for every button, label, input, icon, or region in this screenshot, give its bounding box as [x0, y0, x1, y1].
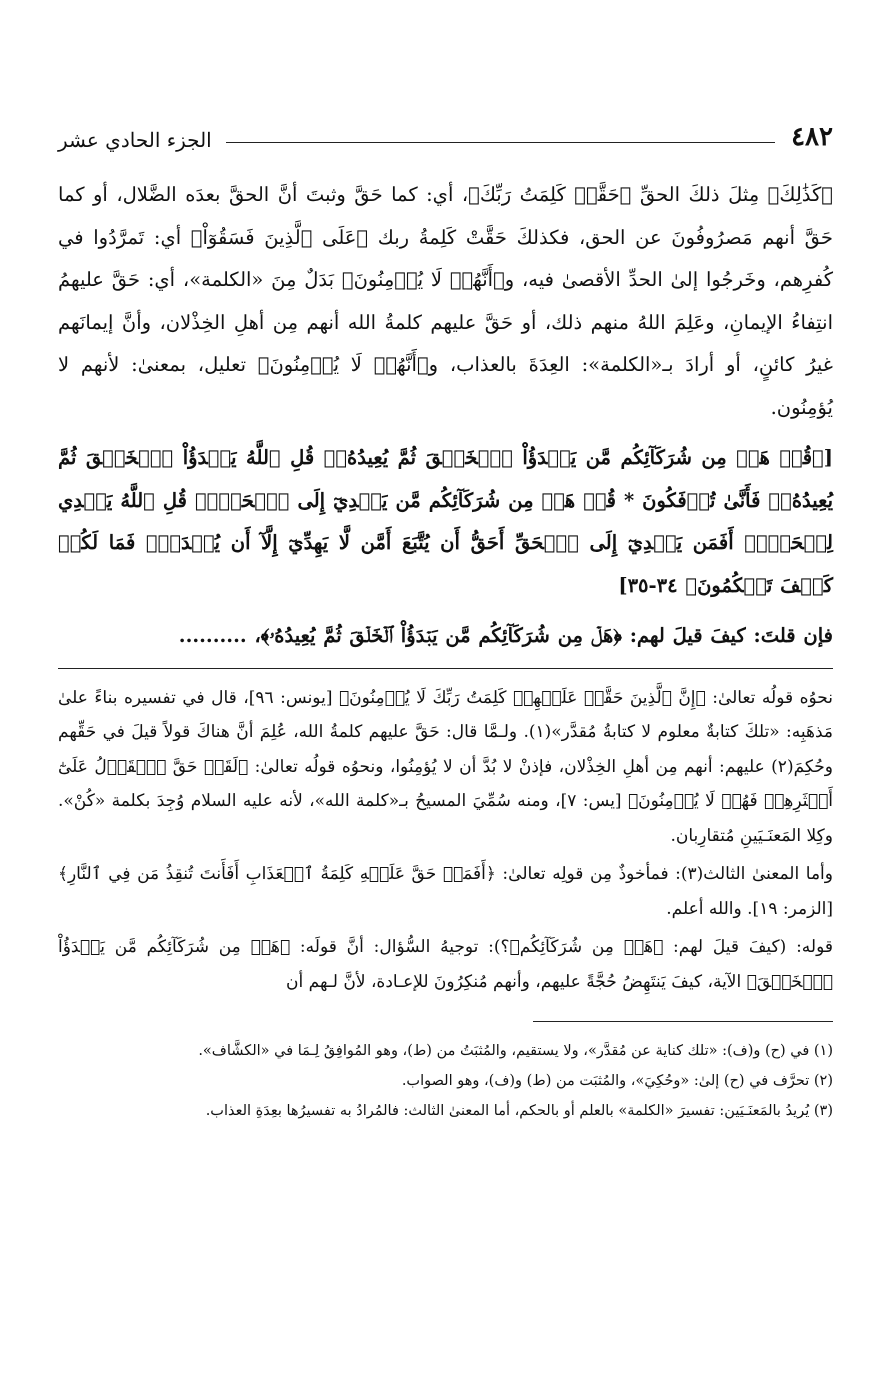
page-number: ٤٨٢	[791, 122, 833, 152]
main-text	[58, 174, 833, 658]
page-header	[58, 112, 833, 152]
commentary-divider	[58, 668, 833, 669]
volume-title: الجزء الحادي عشر	[58, 128, 212, 152]
commentary-paragraph: نحوُه قولُه تعالىٰ: ﴿إِنَّ ٱلَّذِينَ حَقَّتۡ عَلَيۡهِمۡ كَلِمَتُ رَبِّكَ لَا يُؤۡمِنُونَ﴾ [يونس: ٩٦]، قال في تفسيره بناءً علىٰ مَذهَبِه: «تلكَ كتابةٌ معلوم لا كتابةُ مُقدَّر»(١). ولـمَّا قال: حَقَّ عليهم كلمةُ الله، عُلِمَ أنَّ هناكَ قولاً قيلَ في حَقِّهم وحُكِمَ(٢) عليهم: أنهم مِن أهلِ الخِذْلان، فإذنْ لا بُدَّ أن لا يُؤمِنُوا، ونحوُه قولُه تعالىٰ: ﴿لَقَدۡ حَقَّ ٱلۡقَوۡلُ عَلَىٰٓ أَكۡثَرِهِمۡ فَهُمۡ لَا يُؤۡمِنُونَ﴾ [يس: ٧]، ومنه سُمِّيَ المسيحُ بـ«كلمة الله»، لأنه عليه السلام وُجِدَ بكلمة «كُنْ». وكِلا المَعنَـيَينِ مُتقارِبان.	[58, 687, 833, 846]
footnote: (١) في (ح) و(ف): «تلك كناية عن مُقدَّر»، ولا يستقيم، والمُثبَتُ من (ط)، وهو المُوافِقُ لِـمَا في «الكشَّاف».	[198, 1043, 833, 1059]
header-rule	[226, 142, 775, 143]
question-line: فإن قلتَ: كيفَ قيلَ لهم: ﴿هَلۡ مِن شُرَكَآئِكُم مَّن يَبۡدَؤُاْ ٱلۡخَلۡقَ ثُمَّ يُعِيدُهُۥ﴾، ..........	[178, 624, 833, 647]
commentary-paragraph: قوله: (كيفَ قيلَ لهم: ﴿هَلۡ مِن شُرَكَآئِكُم﴾؟): توجيهُ السُّؤال: أنَّ قولَه: ﴿هَلۡ مِن شُرَكَآئِكُم مَّن يَبۡدَؤُاْ ٱلۡخَلۡقَ﴾ الآية، كيفَ يَنتَهِضُ حُجَّةً عليهم، وأنهم مُنكِرُونَ للإعـادة، لأنَّ لـهم أن	[58, 937, 833, 992]
footnotes	[58, 1036, 833, 1126]
footnote: (٣) يُريدُ بالمَعنَـيَين: تفسيرَ «الكلمة» بالعلم أو بالحكم، أما المعنىٰ الثالث: فالمُرادُ به تفسيرُها بعِدَةِ العذاب.	[205, 1103, 833, 1119]
footnote: (٢) تحرَّف في (ح) إلىٰ: «وحُكِيَ»، والمُثبَت من (ط) و(ف)، وهو الصواب.	[401, 1073, 833, 1089]
commentary	[58, 681, 833, 1000]
commentary-paragraph: وأما المعنىٰ الثالث(٣): فمأخوذٌ مِن قولِه تعالىٰ: ﴿أَفَمَنۡ حَقَّ عَلَيۡهِ كَلِمَةُ ٱلۡعَذَابِ أَفَأَنتَ تُنقِذُ مَن فِي ٱلنَّارِ﴾ [الزمر: ١٩]. والله أعلم.	[58, 864, 833, 919]
footnote-rule	[533, 1021, 833, 1022]
main-paragraph: ﴿كَذَٰلِكَ﴾ مِثلَ ذلكَ الحقِّ ﴿حَقَّتۡ كَلِمَتُ رَبِّكَ﴾، أي: كما حَقَّ وثبتَ أنَّ الحقَّ بعدَه الضَّلال، أو كما حَقَّ أنهم مَصرُوفُونَ عن الحق، فكذلكَ حَقَّتْ كَلِمةُ ربك ﴿عَلَى ٱلَّذِينَ فَسَقُوٓاْ﴾ أي: تَمرَّدُوا في كُفرِهم، وخَرجُوا إلىٰ الحدِّ الأقصىٰ فيه، و﴿أَنَّهُمۡ لَا يُؤۡمِنُونَ﴾ بَدَلٌ مِنَ «الكلمة»، أي: حَقَّ عليهمُ انتِفاءُ الإيمانِ، وعَلِمَ اللهُ منهم ذلك، أو حَقَّ عليهم كلمةُ الله أنهم مِن أهلِ الخِذْلان، وأنَّ إيمانَهم غيرُ كائنٍ، أو أرادَ بـ«الكلمة»: العِدَةَ بالعذاب، و﴿أَنَّهُمۡ لَا يُؤۡمِنُونَ﴾ تعليل، بمعنىٰ: لأنهم لا يُؤمِنُون.	[58, 183, 833, 419]
book-page	[58, 112, 833, 1126]
verse-block: [﴿قُلۡ هَلۡ مِن شُرَكَآئِكُم مَّن يَبۡدَؤُاْ ٱلۡخَلۡقَ ثُمَّ يُعِيدُهُۥۚ قُلِ ٱللَّهُ يَبۡدَؤُاْ ٱلۡخَلۡقَ ثُمَّ يُعِيدُهُۥۖ فَأَنَّىٰ تُؤۡفَكُونَ * قُلۡ هَلۡ مِن شُرَكَآئِكُم مَّن يَهۡدِيٓ إِلَى ٱلۡحَقِّۚ قُلِ ٱللَّهُ يَهۡدِي لِلۡحَقِّۗ أَفَمَن يَهۡدِيٓ إِلَى ٱلۡحَقِّ أَحَقُّ أَن يُتَّبَعَ أَمَّن لَّا يَهِدِّيٓ إِلَّآ أَن يُهۡدَىٰۖ فَمَا لَكُمۡ كَيۡفَ تَحۡكُمُونَ﴾ ٣٤-٣٥]	[58, 446, 833, 597]
